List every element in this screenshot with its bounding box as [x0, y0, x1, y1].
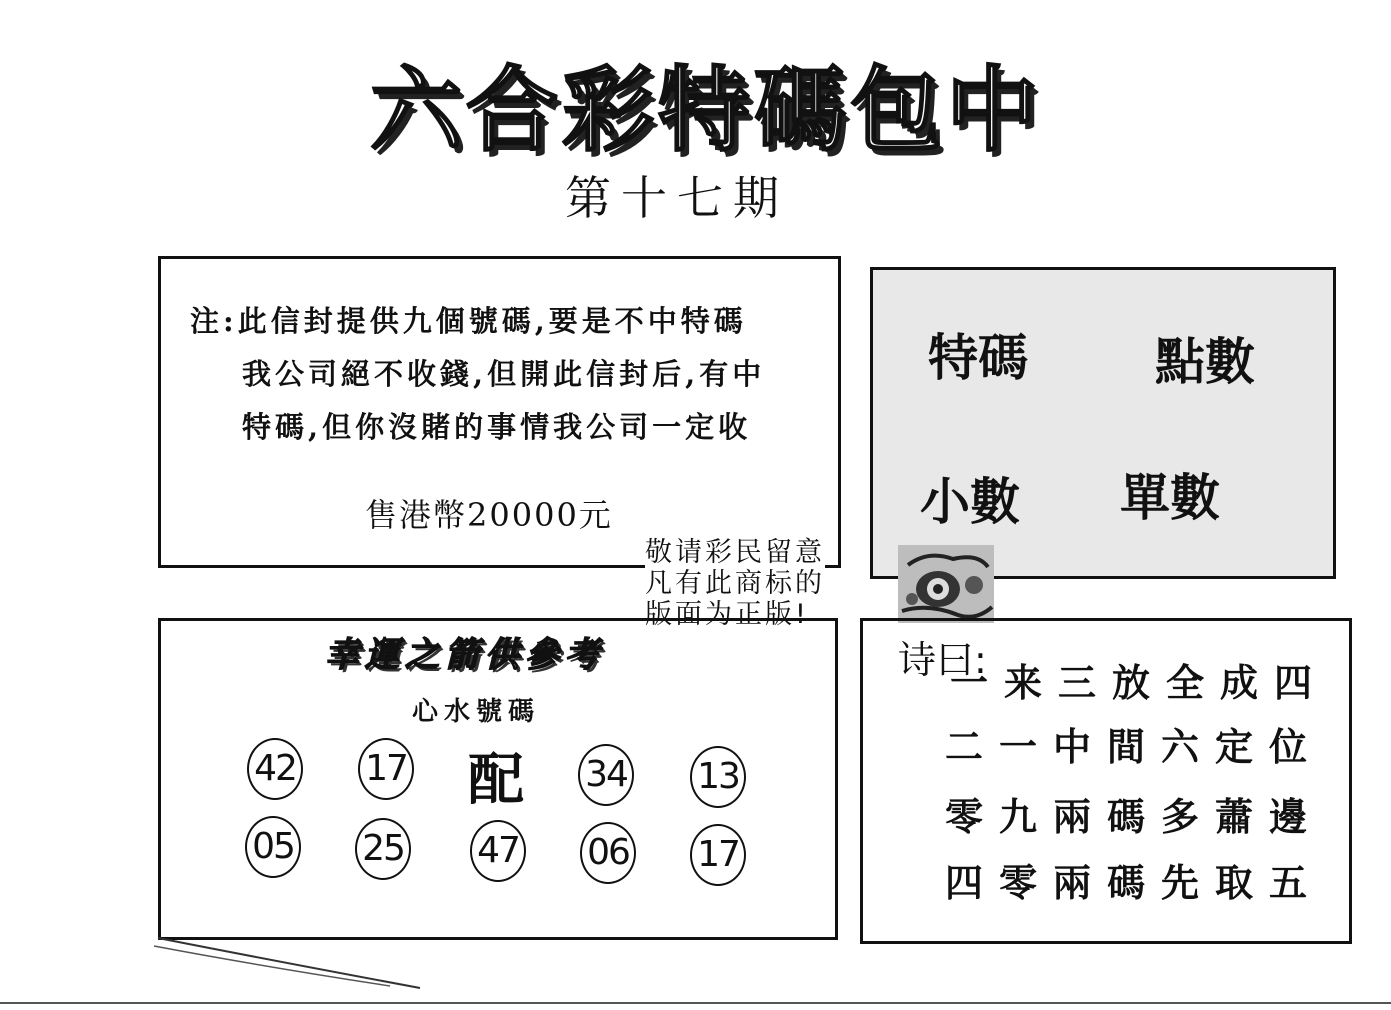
scan-edge-line	[0, 1002, 1391, 1004]
page-title: 六合彩特碼包中	[370, 56, 1043, 164]
type-label-special: 特碼	[928, 329, 1028, 387]
lucky-subtitle: 心水號碼	[412, 697, 541, 727]
number-ball: 17	[358, 738, 414, 800]
number-ball: 17	[690, 824, 746, 886]
type-label-points: 點數	[1155, 333, 1255, 391]
trademark-line: 版面为正版!	[645, 599, 809, 630]
trademark-line: 凡有此商标的	[645, 568, 825, 599]
type-label-odd: 單數	[1120, 469, 1220, 527]
number-ball: 05	[245, 816, 301, 878]
lucky-title: 幸運之箭供參考	[325, 635, 605, 675]
trademark-notice	[645, 537, 825, 630]
note-line: 特碼,但你沒賭的事情我公司一定收	[242, 410, 752, 444]
number-ball: 13	[690, 746, 746, 808]
note-line: 注:此信封提供九個號碼,要是不中特碼	[190, 304, 747, 338]
price-text: 售港幣20000元	[365, 496, 613, 534]
poem-line: 四零兩碼先取五	[945, 860, 1324, 905]
number-ball: 34	[578, 744, 634, 806]
type-box	[870, 267, 1336, 579]
number-ball: 25	[355, 818, 411, 880]
number-ball: 06	[580, 822, 636, 884]
poem-line: 一来三放全成四	[950, 660, 1329, 705]
poem-line: 零九兩碼多蕭邊	[945, 794, 1324, 839]
poem-heading: 诗曰:	[898, 638, 987, 682]
trademark-line: 敬请彩民留意	[645, 537, 825, 568]
scan-scratch-mark	[150, 930, 430, 990]
number-ball: 42	[247, 738, 303, 800]
number-ball: 47	[470, 820, 526, 882]
poem-line: 二一中間六定位	[945, 724, 1324, 769]
pair-label: 配	[468, 748, 524, 813]
issue-number: 第十七期	[565, 171, 789, 225]
flower-emblem-icon	[898, 545, 994, 623]
type-label-small: 小數	[920, 473, 1020, 531]
note-line: 我公司絕不收錢,但開此信封后,有中	[242, 357, 766, 391]
